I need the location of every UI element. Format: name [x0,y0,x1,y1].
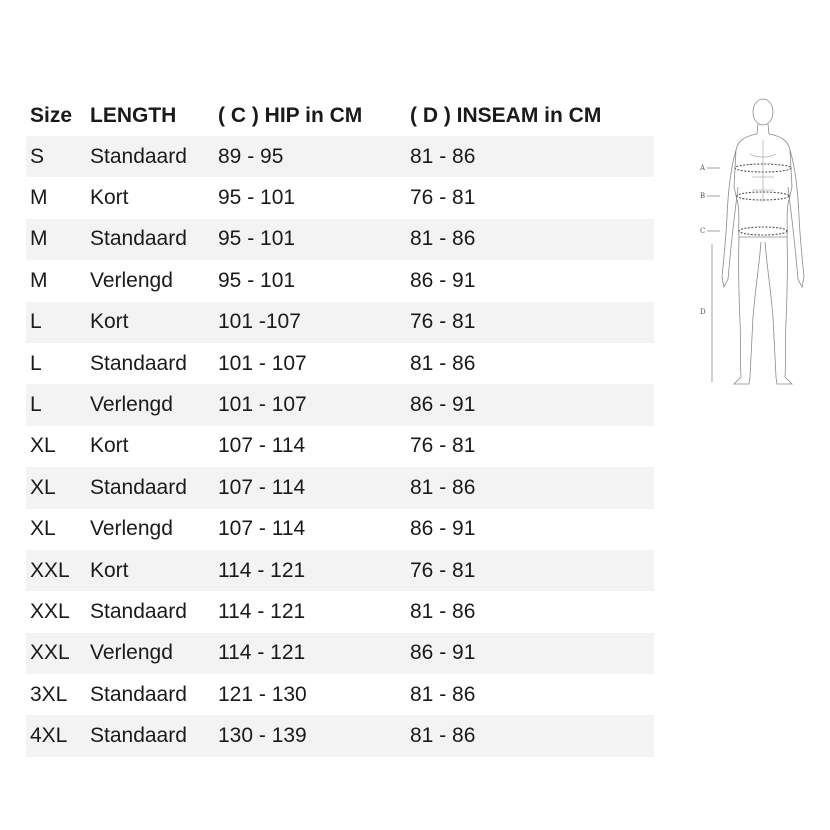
cell-hip: 101 - 107 [218,393,307,417]
cell-size: 3XL [30,682,68,706]
table-row [26,467,654,508]
cell-hip: 107 - 114 [218,434,306,458]
cell-length: Kort [90,310,129,334]
cell-length: Verlengd [90,393,173,417]
cell-length: Standaard [90,475,187,499]
head-shape [753,99,773,125]
cell-inseam: 76 - 81 [410,186,476,210]
cell-inseam: 81 - 86 [410,227,476,251]
cell-size: XL [30,475,56,499]
cell-hip: 101 -107 [218,310,301,334]
table-row [26,177,654,218]
cell-inseam: 86 - 91 [410,641,476,665]
cell-hip: 95 - 101 [218,268,296,292]
cell-inseam: 81 - 86 [410,724,476,748]
label-a: A [700,164,706,172]
label-c: C [700,227,706,235]
cell-hip: 121 - 130 [218,682,307,706]
cell-hip: 114 - 121 [218,599,306,623]
table-row [26,260,654,301]
header-hip: ( C ) HIP in CM [218,103,363,127]
cell-size: XXL [30,641,70,665]
cell-inseam: 76 - 81 [410,558,476,582]
table-row [26,674,654,715]
cell-hip: 89 - 95 [218,144,284,168]
cell-length: Verlengd [90,268,173,292]
right-leg-shape [765,237,792,384]
cell-length: Standaard [90,227,187,251]
cell-length: Kort [90,434,129,458]
cell-inseam: 76 - 81 [410,310,476,334]
table-row [26,509,654,550]
cell-inseam: 81 - 86 [410,599,476,623]
figure-outline [722,99,804,384]
cell-length: Kort [90,186,129,210]
table-row [26,219,654,260]
cell-size: L [30,351,42,375]
cell-hip: 95 - 101 [218,227,296,251]
neck-shape [757,124,769,134]
cell-hip: 130 - 139 [218,724,307,748]
table-header [26,95,654,136]
right-arm-shape [788,150,804,287]
cell-size: M [30,227,48,251]
cell-length: Verlengd [90,517,173,541]
label-d: D [700,308,706,316]
cell-size: L [30,310,42,334]
size-table [26,95,654,757]
cell-hip: 107 - 114 [218,475,306,499]
table-row [26,426,654,467]
left-arm-shape [722,150,738,287]
cell-inseam: 81 - 86 [410,682,476,706]
cell-inseam: 76 - 81 [410,434,476,458]
cell-inseam: 86 - 91 [410,517,476,541]
cell-length: Standaard [90,599,187,623]
table-row [26,550,654,591]
band-c [739,227,787,235]
table-row [26,302,654,343]
cell-inseam: 86 - 91 [410,268,476,292]
header-inseam: ( D ) INSEAM in CM [410,103,602,127]
table-row [26,633,654,674]
cell-length: Standaard [90,351,187,375]
cell-size: S [30,144,45,168]
measurement-labels [699,164,706,316]
header-size: Size [30,103,73,127]
table-row [26,136,654,177]
cell-length: Standaard [90,144,187,168]
cell-hip: 114 - 121 [218,641,306,665]
cell-inseam: 81 - 86 [410,351,476,375]
cell-hip: 114 - 121 [218,558,306,582]
cell-length: Kort [90,558,129,582]
header-length: LENGTH [90,103,177,127]
left-leg-shape [734,237,761,384]
cell-size: XL [30,434,56,458]
cell-size: M [30,186,48,210]
cell-size: L [30,393,42,417]
table-row [26,343,654,384]
label-b: B [700,192,706,200]
table-row [26,591,654,632]
cell-length: Standaard [90,682,187,706]
cell-hip: 107 - 114 [218,517,306,541]
measurement-arrows [707,168,720,382]
cell-size: M [30,268,48,292]
body-measurement-figure [694,92,814,402]
cell-size: XXL [30,558,70,582]
cell-size: 4XL [30,724,68,748]
hip-shape [738,204,788,237]
cell-hip: 101 - 107 [218,351,307,375]
cell-inseam: 81 - 86 [410,144,476,168]
cell-size: XXL [30,599,70,623]
cell-size: XL [30,517,56,541]
cell-inseam: 81 - 86 [410,475,476,499]
cell-inseam: 86 - 91 [410,393,476,417]
table-row [26,715,654,756]
cell-hip: 95 - 101 [218,186,296,210]
cell-length: Verlengd [90,641,173,665]
cell-length: Standaard [90,724,187,748]
table-body [26,136,654,757]
table-row [26,384,654,425]
